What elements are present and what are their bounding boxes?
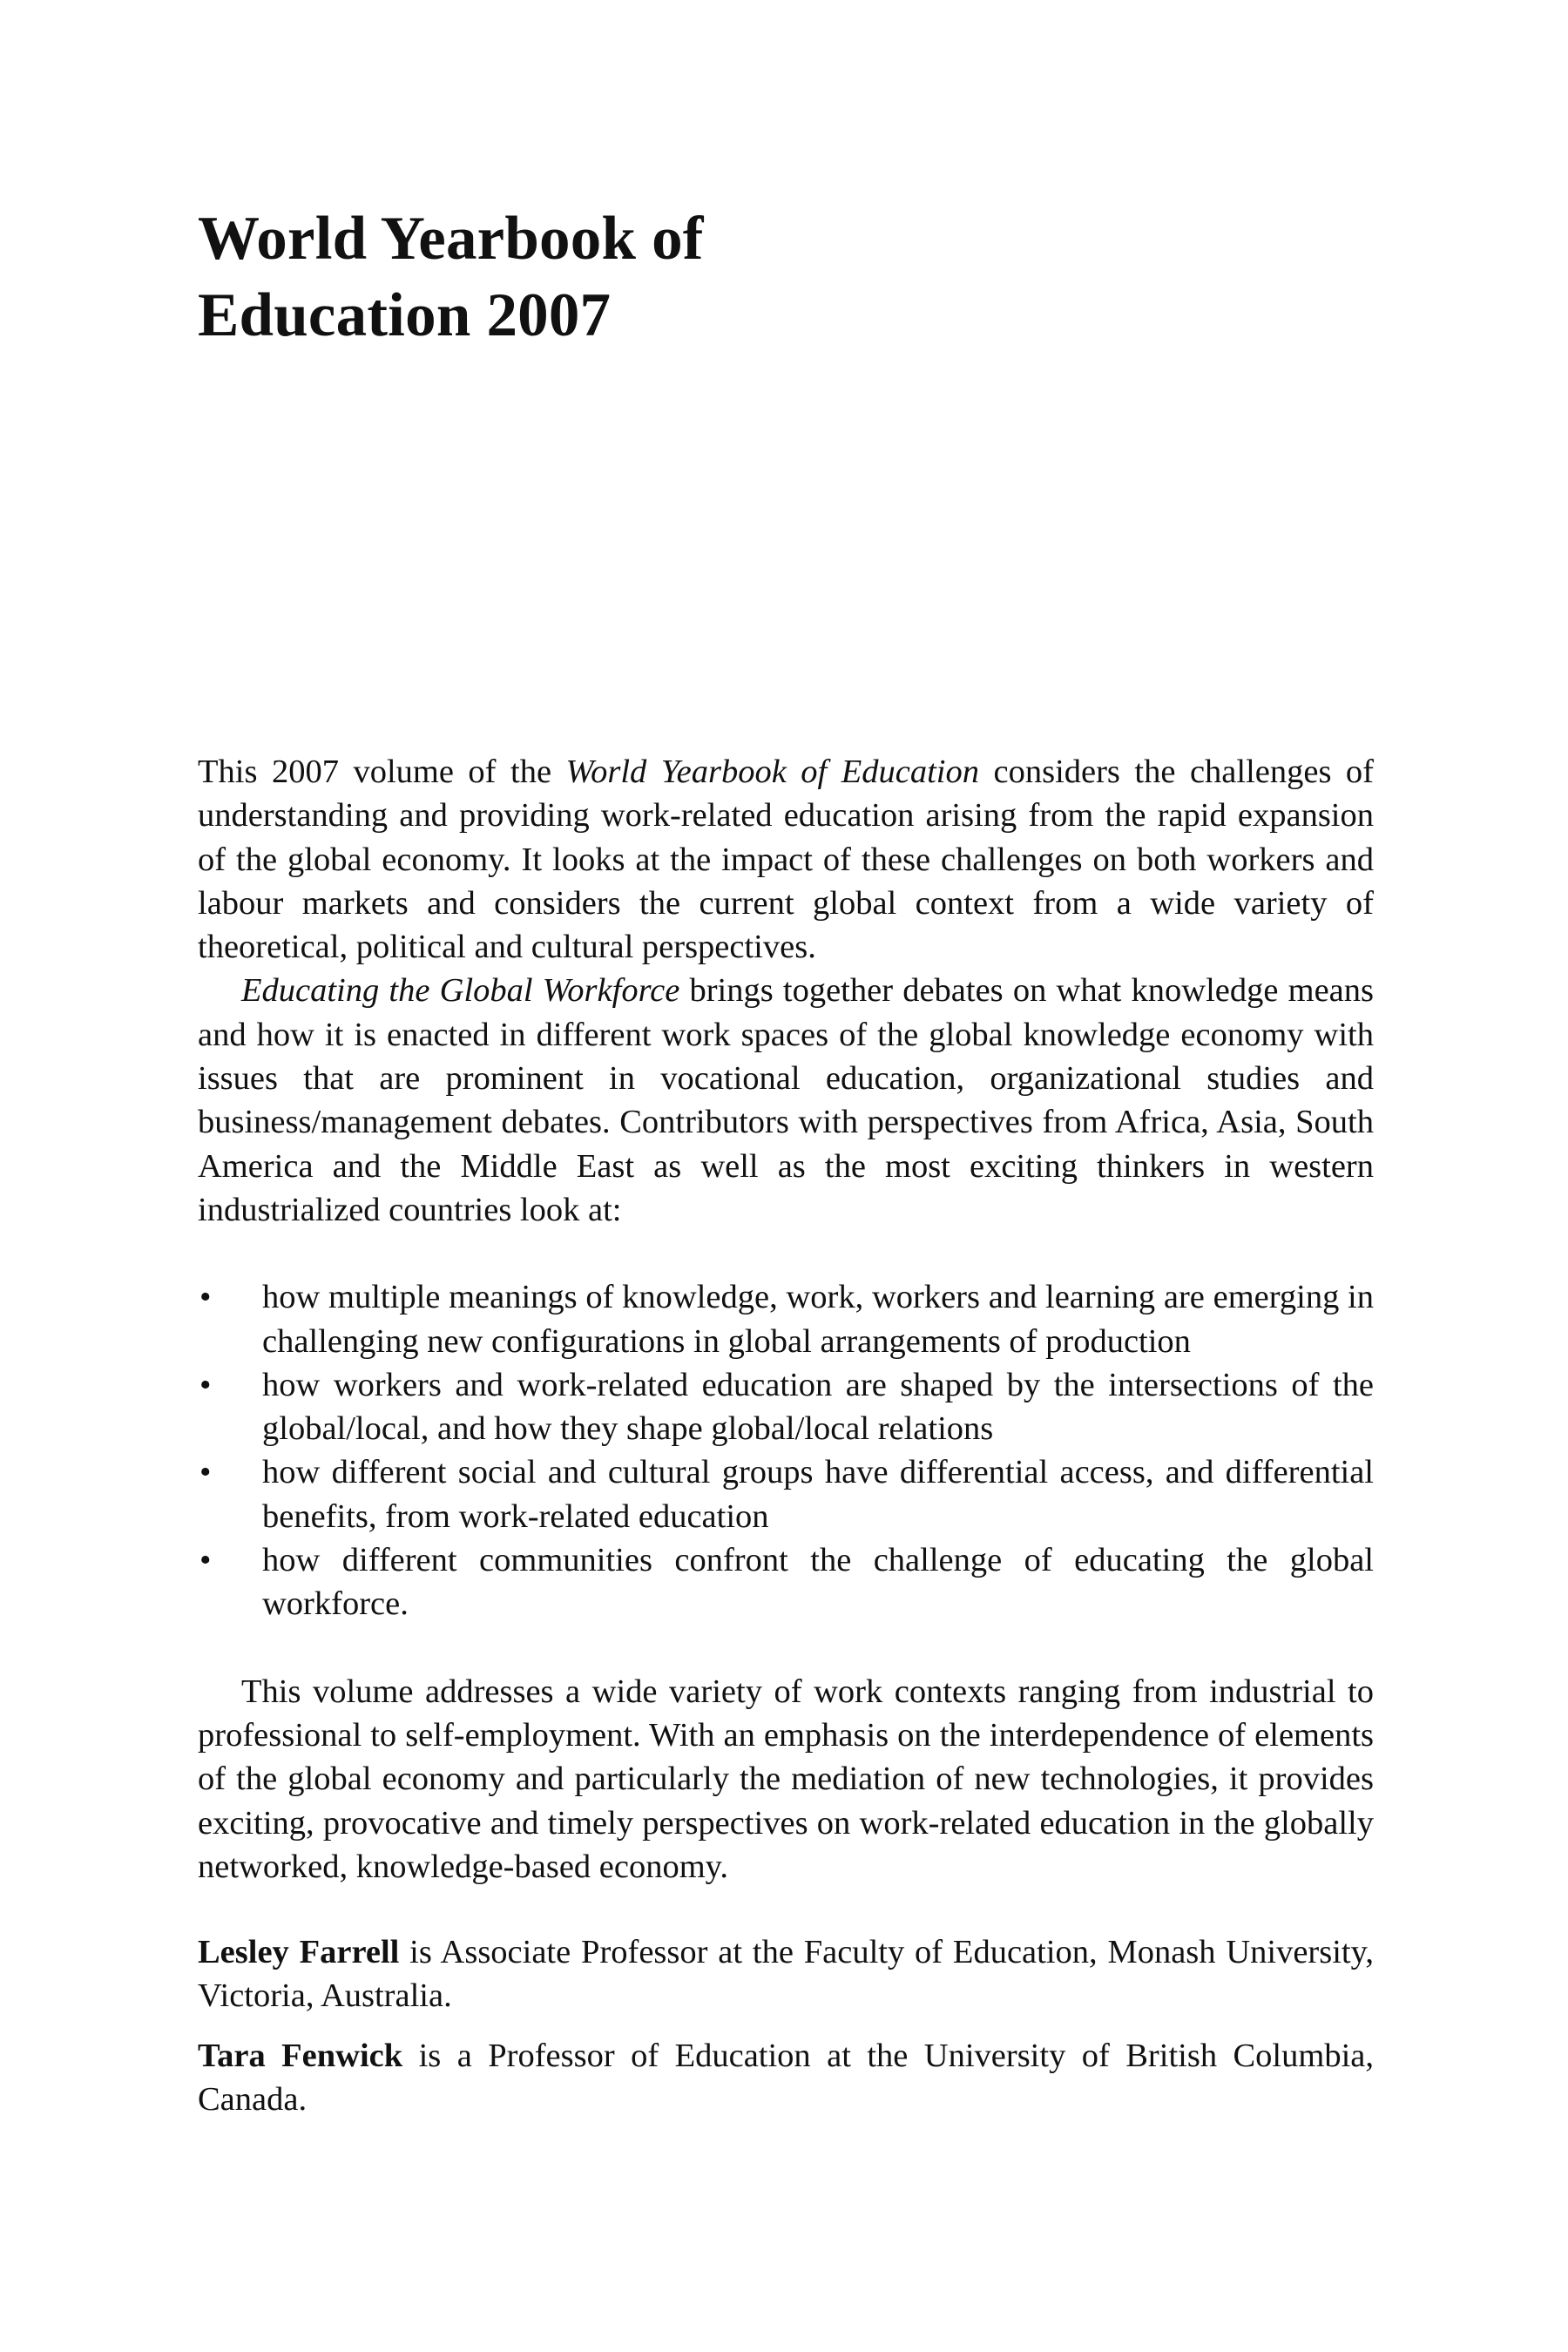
- title-line-2: Education 2007: [198, 281, 612, 349]
- bullet-item: • how workers and work-related education are shaped by the intersections of the global/local, and how they shape global/local relations: [198, 1363, 1374, 1451]
- intro-paragraph: [198, 750, 1374, 969]
- bullet-icon: •: [199, 1366, 212, 1403]
- bullet-item: • how different social and cultural groups have differential access, and differential benefits, from work-related education: [198, 1450, 1374, 1538]
- page-title: [198, 200, 1374, 354]
- body-text: [198, 750, 1374, 2121]
- book-title: Educating the Global Workforce: [241, 972, 680, 1010]
- author-name: Lesley Farrell: [198, 1934, 400, 1971]
- intro-text-end: considers the challenges of understanding and providing work-related education arising from the rapid expansion of the global economy. It looks at the impact of these challenges on both workers and labour markets and considers the current global context from a wide variety of theoretical, political and cultural perspectives.: [198, 754, 1374, 966]
- closing-paragraph: This volume addresses a wide variety of work contexts ranging from industrial to professional to self-employment. With an emphasis on the interdependence of elements of the global economy and particularly the mediation of new technologies, it provides exciting, provocative and timely perspectives on work-related education in the globally networked, knowledge-based economy.: [198, 1673, 1374, 1885]
- author-name: Tara Fenwick: [198, 2037, 403, 2074]
- intro-text-start: This 2007 volume of the: [198, 754, 566, 790]
- bullet-icon: •: [199, 1279, 212, 1316]
- author-bio-farrell: [198, 1930, 1374, 2018]
- bullet-item: • how multiple meanings of knowledge, work, workers and learning are emerging in challenging new configurations in global arrangements of production: [198, 1275, 1374, 1363]
- second-paragraph-text: brings together debates on what knowledge means and how it is enacted in different work spaces of the global knowledge economy with issues that are prominent in vocational education, organizational studies and business/management debates. Contributors with perspectives from Africa, Asia, South America and the Middle East as well as the most exciting thinkers in western industrialized countries look at:: [198, 972, 1374, 1228]
- page: [198, 200, 1374, 2121]
- bullet-icon: •: [199, 1542, 212, 1579]
- second-paragraph: [198, 969, 1374, 1232]
- bullet-item: • how different communities confront the challenge of educating the global workforce.: [198, 1538, 1374, 1626]
- intro-series-title: World Yearbook of Education: [565, 754, 979, 790]
- author-bio-text: is Associate Professor at the Faculty of Education, Monash University, Victoria, Australia.: [198, 1934, 1374, 2015]
- author-bio-text: is a Professor of Education at the University of British Columbia, Canada.: [198, 2037, 1374, 2119]
- bullet-list: [198, 1275, 1374, 1625]
- author-bio-fenwick: [198, 2034, 1374, 2122]
- bullet-icon: •: [199, 1454, 212, 1491]
- title-line-1: World Yearbook of: [198, 205, 704, 273]
